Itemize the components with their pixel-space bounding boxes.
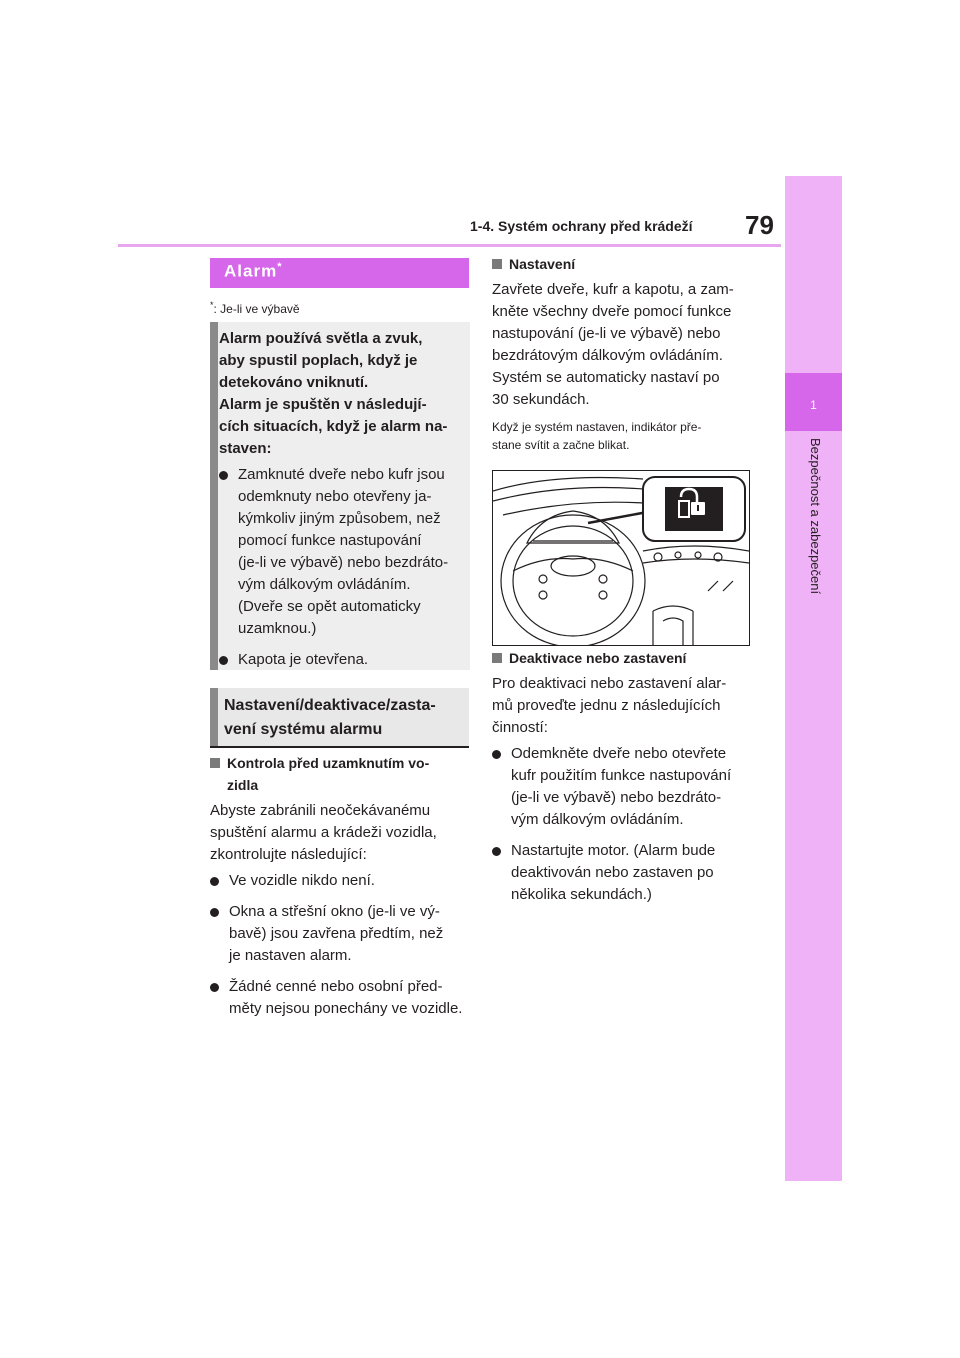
bullet-icon bbox=[219, 471, 228, 480]
setting-subheading: Nastavení bbox=[492, 253, 752, 275]
square-bullet-icon bbox=[492, 259, 502, 269]
list-item: Zamknuté dveře nebo kufr jsou odemknuty nebo otevřeny ja- kýmkoliv jiným způsobem, než pomocí funkce nastupování (je-li ve výbavě) nebo bezdráto- vým dálkovým ovládáním. (Dveře se opět automaticky uzamknou.) bbox=[219, 464, 469, 640]
check-bullets bbox=[210, 870, 472, 1029]
section-heading bbox=[210, 688, 469, 748]
info-line: aby spustil poplach, když je bbox=[219, 352, 418, 369]
info-box-bar bbox=[210, 322, 218, 670]
check-subheading: Kontrola před uzamknutím vo- zidla bbox=[210, 752, 470, 796]
section-heading-bar bbox=[210, 688, 218, 746]
list-item: Ve vozidle nikdo není. bbox=[210, 870, 472, 892]
chapter-number: 1 bbox=[810, 398, 817, 412]
info-line: staven: bbox=[219, 440, 272, 457]
bullet-icon bbox=[210, 908, 219, 917]
list-item: Nastartujte motor. (Alarm bude deaktivován nebo zastaven po několika sekundách.) bbox=[492, 840, 754, 906]
deactivate-bullets bbox=[492, 743, 754, 915]
alarm-info-bullets bbox=[219, 464, 469, 680]
setting-note: Když je systém nastaven, indikátor pře- stane svítit a začne blikat. bbox=[492, 420, 702, 452]
dashboard-illustration bbox=[492, 470, 750, 646]
page-number: 79 bbox=[745, 210, 774, 240]
list-item: Žádné cenné nebo osobní před- měty nejsou ponechány ve vozidle. bbox=[210, 976, 472, 1020]
chapter-label: Bezpečnost a zabezpečení bbox=[808, 438, 823, 595]
bullet-icon bbox=[492, 750, 501, 759]
bullet-icon bbox=[210, 983, 219, 992]
info-line: detekováno vniknutí. bbox=[219, 374, 369, 391]
alarm-info-text bbox=[219, 328, 464, 460]
alarm-info-box bbox=[210, 322, 470, 670]
bullet-icon bbox=[219, 656, 228, 665]
list-item: Odemkněte dveře nebo otevřete kufr použitím funkce nastupování (je-li ve výbavě) nebo bezdráto- vým dálkovým ovládáním. bbox=[492, 743, 754, 831]
list-item: Kapota je otevřena. bbox=[219, 649, 469, 671]
section-header-title: 1-4. Systém ochrany před krádeží bbox=[470, 218, 693, 234]
bullet-icon bbox=[492, 847, 501, 856]
alarm-banner bbox=[210, 258, 469, 288]
bullet-icon bbox=[210, 877, 219, 886]
alarm-title-asterisk: * bbox=[277, 261, 283, 273]
info-line: Alarm používá světla a zvuk, bbox=[219, 330, 423, 347]
header-rule bbox=[118, 244, 781, 247]
alarm-footnote: *: Je-li ve výbavě bbox=[210, 300, 300, 316]
list-item: Okna a střešní okno (je-li ve vý- bavě) jsou zavřena předtím, než je nastaven alarm. bbox=[210, 901, 472, 967]
check-intro: Abyste zabránili neočekávanému spuštění alarmu a krádeži vozidla, zkontrolujte následující: bbox=[210, 802, 437, 863]
section-heading-text: Nastavení/deaktivace/zasta- vení systému alarmu bbox=[224, 697, 436, 738]
info-line: cích situacích, když je alarm na- bbox=[219, 418, 448, 435]
dashboard-svg bbox=[493, 471, 749, 645]
square-bullet-icon bbox=[210, 758, 220, 768]
alarm-title: Alarm* bbox=[224, 261, 283, 281]
footnote-asterisk: * bbox=[210, 300, 214, 310]
square-bullet-icon bbox=[492, 653, 502, 663]
deactivate-subheading: Deaktivace nebo zastavení bbox=[492, 647, 754, 669]
setting-body: Zavřete dveře, kufr a kapotu, a zam- kněte všechny dveře pomocí funkce nastupování (je-li ve výbavě) nebo bezdrátovým dálkovým ovládáním. Systém se automaticky nastaví po 30 sekundách. bbox=[492, 281, 734, 408]
chapter-side-tab bbox=[785, 176, 842, 1181]
info-line: Alarm je spuštěn v následují- bbox=[219, 396, 427, 413]
deactivate-intro: Pro deaktivaci nebo zastavení alar- mů proveďte jednu z následujících činností: bbox=[492, 675, 727, 736]
